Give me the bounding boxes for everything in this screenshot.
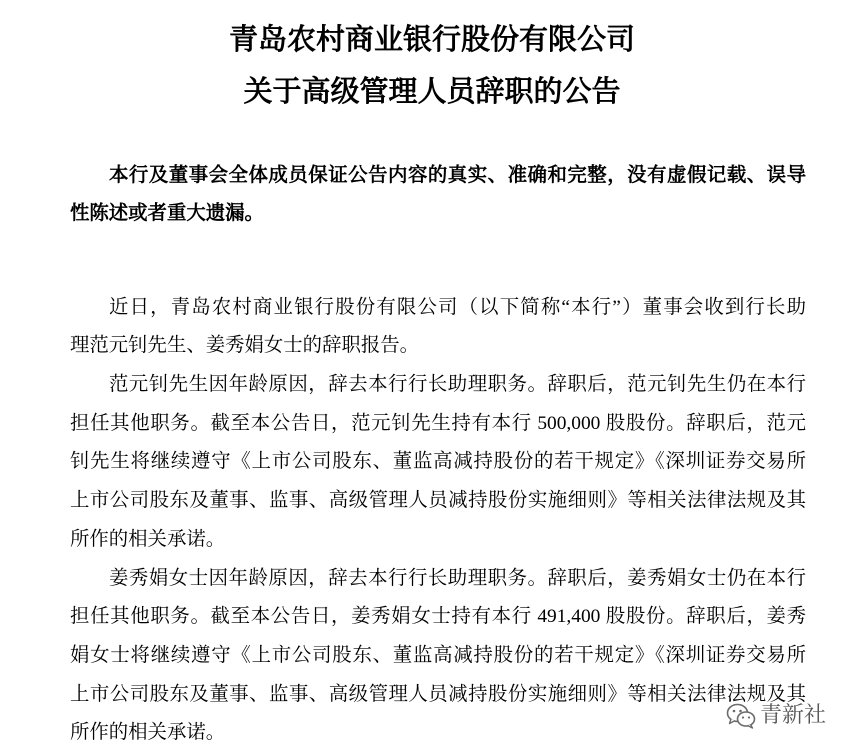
paragraph-fan-yuanzhao bbox=[70, 366, 806, 560]
paragraph-jiang-xiujuan bbox=[70, 560, 806, 754]
paragraph-line: 钊先生将继续遵守《上市公司股东、董监高减持股份的若干规定》《深圳证券交易所 bbox=[70, 451, 806, 473]
paragraph-line: 姜秀娟女士因年龄原因，辞去本行行长助理职务。辞职后，姜秀娟女士仍在本行 bbox=[109, 567, 806, 589]
paragraph-line: 娟女士将继续遵守《上市公司股东、董监高减持股份的若干规定》《深圳证券交易所 bbox=[70, 644, 806, 666]
paragraph-line: 范元钊先生因年龄原因，辞去本行行长助理职务。辞职后，范元钊先生仍在本行 bbox=[109, 374, 806, 395]
document-title bbox=[8, 14, 856, 118]
statement-line: 性陈述或者重大遗漏。 bbox=[70, 203, 264, 224]
statement-line: 本行及董事会全体成员保证公告内容的真实、准确和完整，没有虚假记载、误导 bbox=[109, 165, 806, 186]
paragraph-line: 所作的相关承诺。 bbox=[70, 528, 226, 550]
title-line-company: 青岛农村商业银行股份有限公司 bbox=[228, 24, 635, 56]
paragraph-resignation-notice bbox=[70, 289, 806, 366]
title-line-subject: 关于高级管理人员辞职的公告 bbox=[243, 76, 621, 108]
wechat-icon bbox=[726, 703, 756, 729]
watermark-text: 青新社 bbox=[760, 703, 827, 728]
paragraph-line: 近日，青岛农村商业银行股份有限公司（以下简称“本行”）董事会收到行长助 bbox=[109, 296, 806, 318]
paragraph-line: 担任其他职务。截至本公告日，范元钊先生持有本行 500,000 股股份。辞职后，范元 bbox=[70, 412, 806, 434]
watermark bbox=[726, 702, 826, 730]
paragraph-line: 理范元钊先生、姜秀娟女士的辞职报告。 bbox=[70, 335, 420, 357]
board-statement bbox=[70, 157, 806, 233]
paragraph-line: 上市公司股东及董事、监事、高级管理人员减持股份实施细则》等相关法律法规及其 bbox=[70, 490, 806, 512]
announcement-body bbox=[70, 289, 806, 753]
paragraph-line: 上市公司股东及董事、监事、高级管理人员减持股份实施细则》等相关法律法规及其 bbox=[70, 683, 806, 705]
paragraph-line: 担任其他职务。截至本公告日，姜秀娟女士持有本行 491,400 股股份。辞职后，姜秀 bbox=[70, 606, 806, 628]
paragraph-line: 所作的相关承诺。 bbox=[70, 722, 226, 744]
